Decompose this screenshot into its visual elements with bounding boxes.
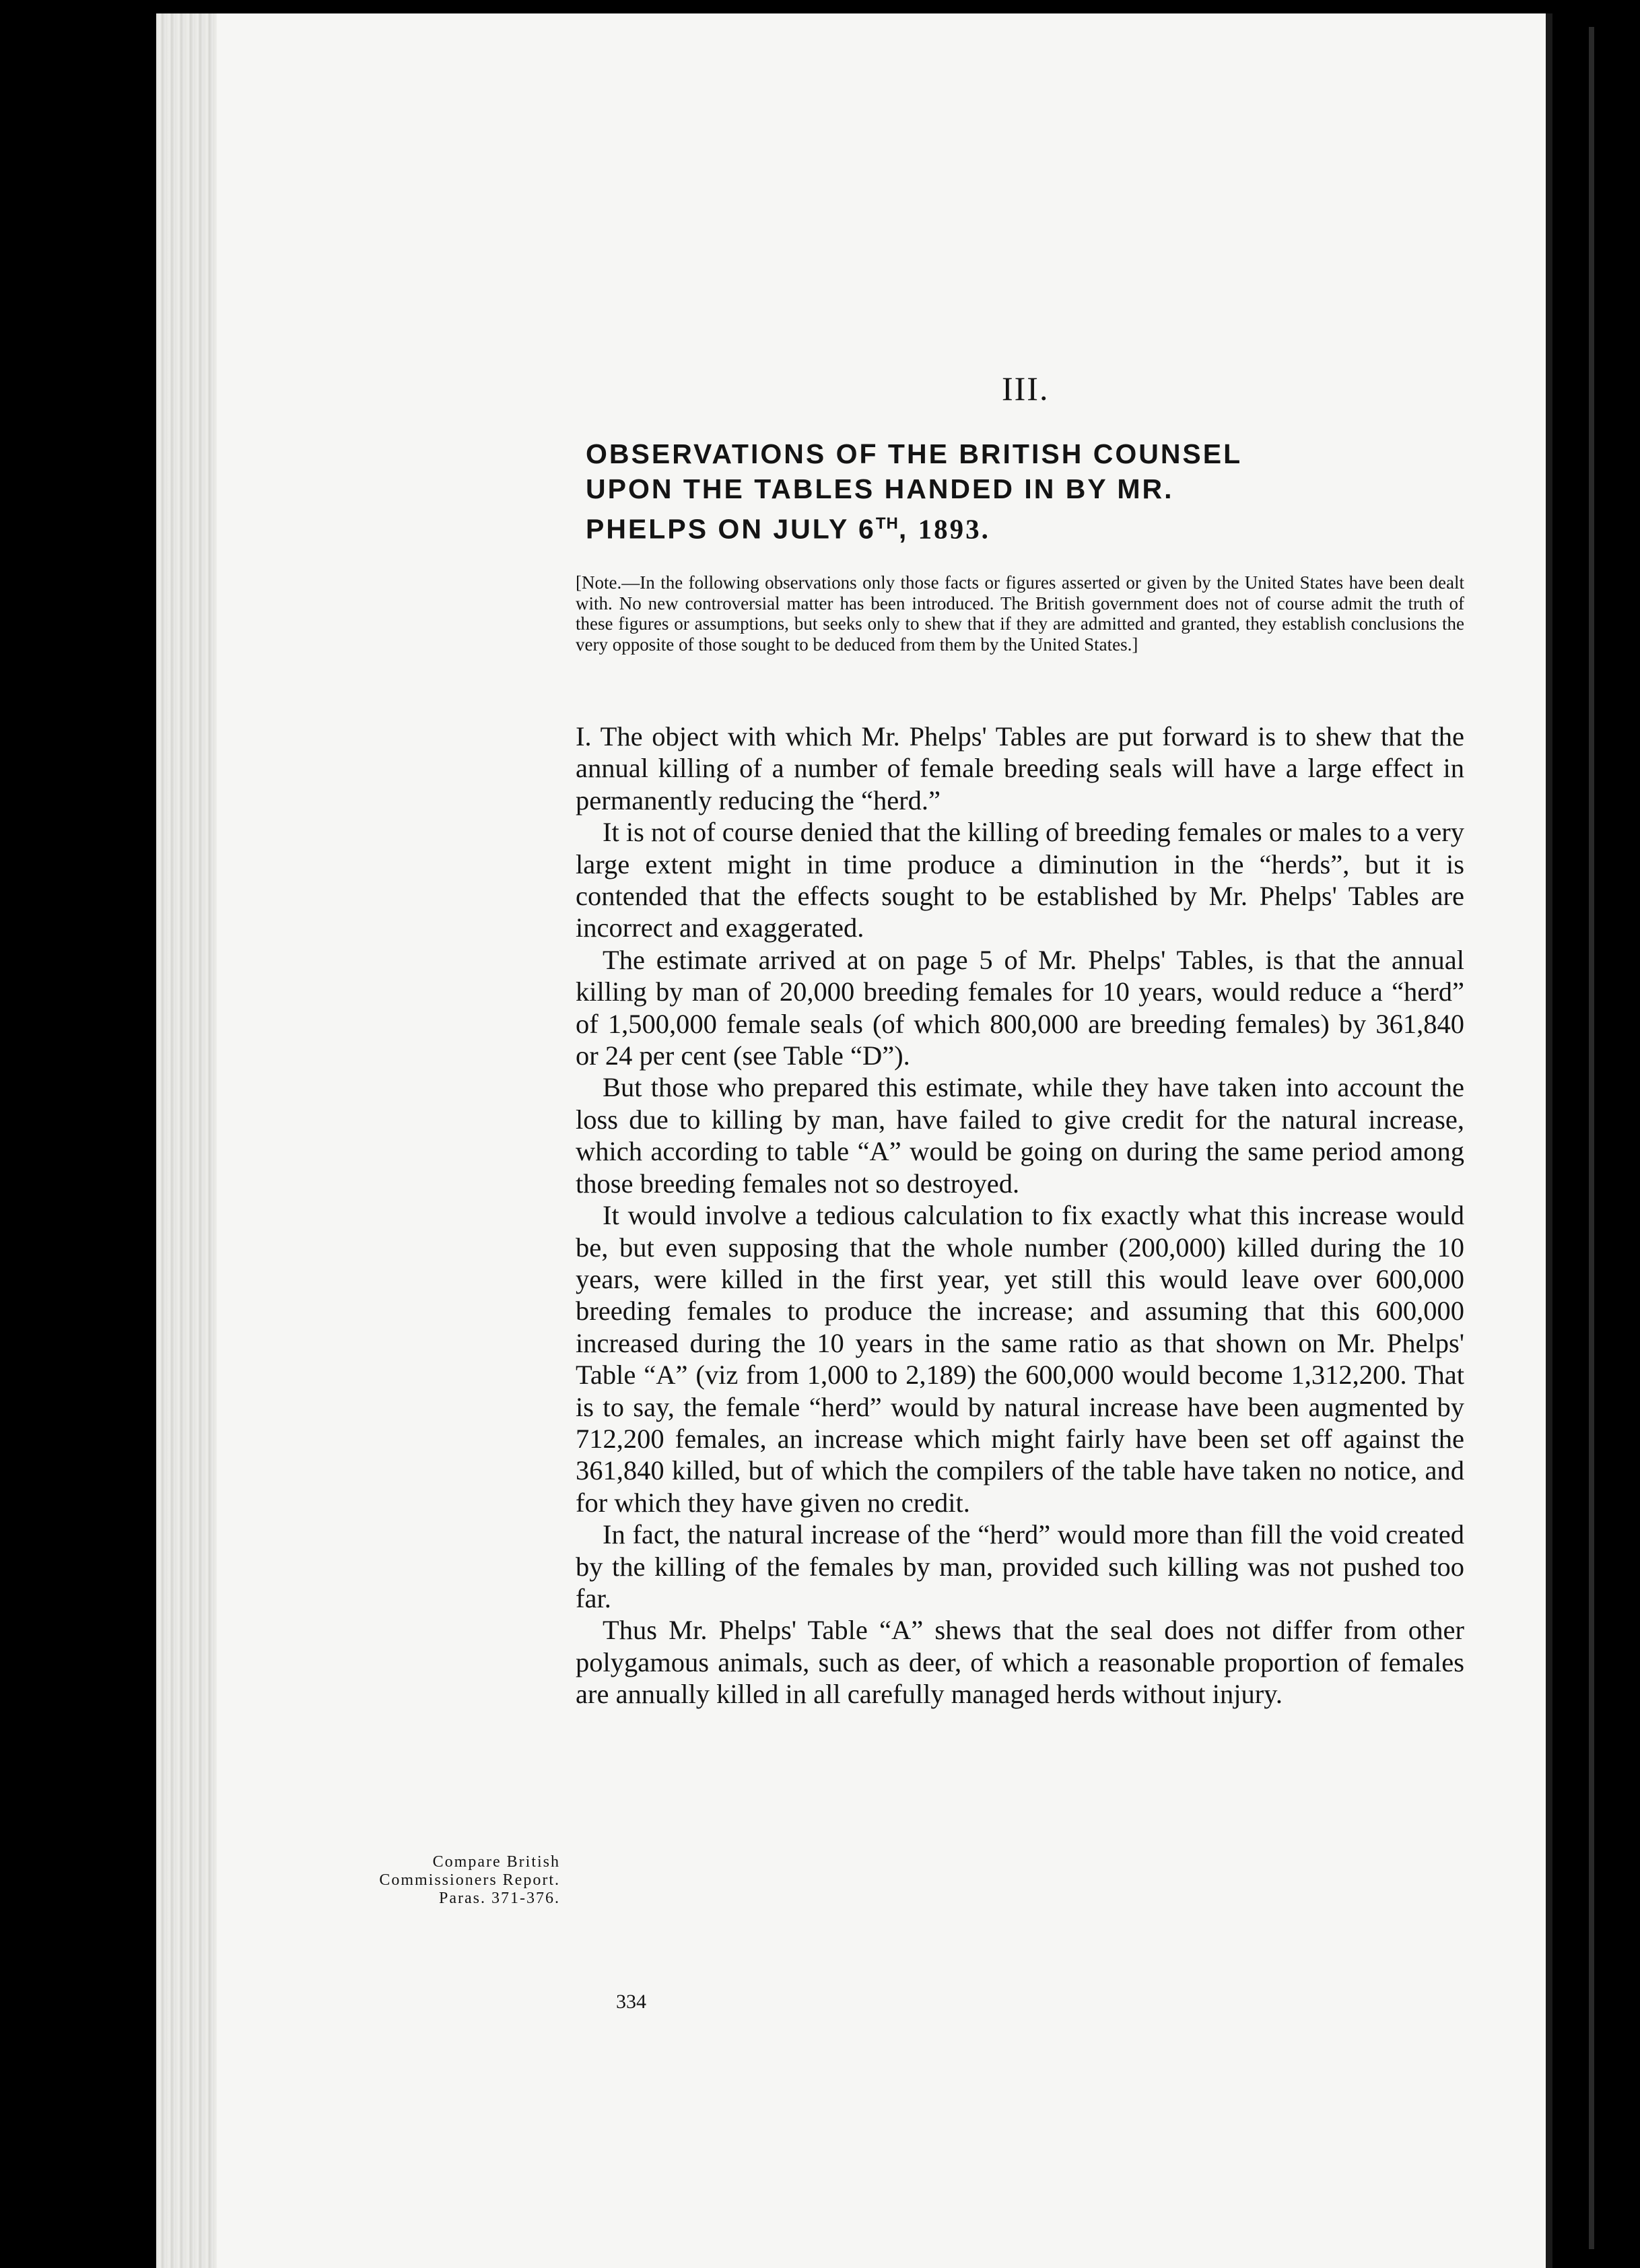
heading-year: 1893.	[918, 513, 990, 545]
heading-superscript: TH	[875, 514, 899, 533]
heading-line-1: OBSERVATIONS OF THE BRITISH COUNSEL	[586, 438, 1243, 469]
paragraph: I. The object with which Mr. Phelps' Tables are put forward is to shew that the annual killing of a number of female breeding seals will have a large effect in permanently reducing the “herd.”	[576, 721, 1464, 815]
editorial-note: [Note.—In the following observations only those facts or figures asserted or given by the United States have been dealt with. No new controversial matter has been introduced. The British government does not of course admit the truth of these figures or assumptions, but seeks only to shew that if they are admitted and granted, they establish conclusions the very opposite of those sought to be deduced from them by the United States.]	[576, 572, 1464, 655]
page-edges	[156, 13, 217, 2268]
scan-strip	[1589, 27, 1594, 2249]
heading-comma: ,	[898, 513, 918, 545]
paragraph: In fact, the natural increase of the “herd” would more than fill the void created by the killing of the females by man, provided such killing was not pushed too far.	[576, 1519, 1464, 1613]
section-number: III.	[1002, 370, 1050, 407]
paragraph: The estimate arrived at on page 5 of Mr. Phelps' Tables, is that the annual killing by man of 20,000 breeding females for 10 years, would reduce a “herd” of 1,500,000 female seals (of which 800,000 are breeding females) by 361,840 or 24 per cent (see Table “D”).	[576, 944, 1464, 1071]
page-gutter	[1546, 13, 1552, 2268]
page-number: 334	[616, 1991, 646, 2013]
heading-line-3: PHELPS ON JULY 6	[586, 513, 876, 545]
paragraph: It is not of course denied that the killing of breeding females or males to a very large extent might in time produce a diminution in the “herds”, but it is contended that the effects sought to be established by Mr. Phelps' Tables are incorrect and exaggerated.	[576, 817, 1464, 943]
margin-note: Compare British Commissioners Report. Paras. 371-376.	[379, 1853, 560, 1907]
paragraph: It would involve a tedious calculation to fix exactly what this increase would be, but even supposing that the whole number (200,000) killed during the 10 years, were killed in the first year, yet still this would leave over 600,000 breeding females to produce the increase; and assuming that this 600,000 increased during the 10 years in the same ratio as that shown on Mr. Phelps' Table “A” (viz from 1,000 to 2,189) the 600,000 would become 1,312,200. That is to say, the female “herd” would by natural increase have been augmented by 712,200 females, an increase which might fairly have been set off against the 361,840 killed, but of which the compilers of the table have taken no notice, and for which they have given no credit.	[576, 1200, 1464, 1518]
heading-line-2: UPON THE TABLES HANDED IN BY MR.	[586, 473, 1174, 504]
paragraph: But those who prepared this estimate, while they have taken into account the loss due to killing by man, have failed to give credit for the natural increase, which according to table “A” would be going on during the same period among those breeding females not so destroyed.	[576, 1072, 1464, 1199]
page-heading	[586, 436, 1474, 547]
paragraph: Thus Mr. Phelps' Table “A” shews that the seal does not differ from other polygamous animals, such as deer, of which a reasonable proportion of females are annually killed in all carefully managed herds without injury.	[576, 1615, 1464, 1710]
scan-border-right	[1552, 0, 1640, 2268]
body-text	[576, 721, 1464, 1710]
